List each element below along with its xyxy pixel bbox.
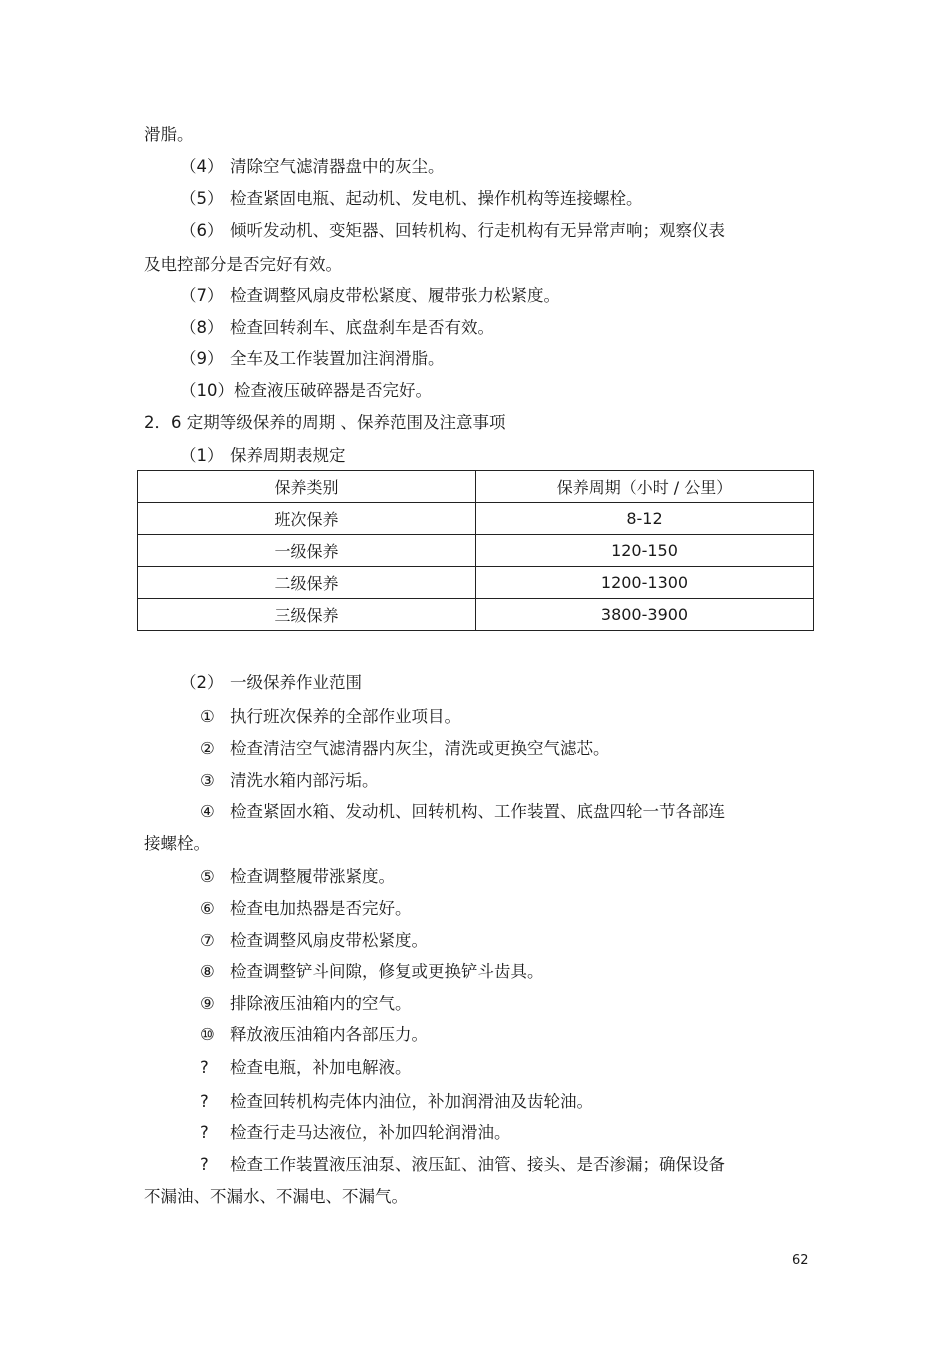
- list-item: ④ 检查紧固水箱、发动机、回转机构、工作装置、底盘四轮一节各部连: [200, 802, 725, 821]
- list-item: （4） 清除空气滤清器盘中的灰尘。: [180, 157, 445, 176]
- column-header: 保养周期（小时 / 公里）: [476, 471, 814, 503]
- list-item: ⑨ 排除液压油箱内的空气。: [200, 994, 412, 1013]
- list-item: ① 执行班次保养的全部作业项目。: [200, 707, 461, 726]
- table-cell: 1200-1300: [476, 567, 814, 599]
- table-row: [138, 535, 814, 567]
- list-item: ? 检查电瓶，补加电解液。: [200, 1058, 412, 1077]
- subsection-heading: （2） 一级保养作业范围: [180, 673, 362, 692]
- text-line: 不漏油、不漏水、不漏电、不漏气。: [144, 1187, 408, 1206]
- table-header-row: [138, 471, 814, 503]
- column-header: 保养类别: [138, 471, 476, 503]
- text-line: 及电控部分是否完好有效。: [144, 255, 342, 274]
- section-heading: 2．6 定期等级保养的周期 、保养范围及注意事项: [144, 413, 506, 432]
- list-item: ⑥ 检查电加热器是否完好。: [200, 899, 412, 918]
- table-row: [138, 503, 814, 535]
- list-item: ③ 清洗水箱内部污垢。: [200, 771, 379, 790]
- table-cell: 三级保养: [138, 599, 476, 631]
- list-item: （6） 倾听发动机、变矩器、回转机构、行走机构有无异常声响；观察仪表: [180, 221, 725, 240]
- list-item: （8） 检查回转刹车、底盘刹车是否有效。: [180, 318, 494, 337]
- table-cell: 120-150: [476, 535, 814, 567]
- list-item: （10）检查液压破碎器是否完好。: [180, 381, 432, 400]
- table-row: [138, 599, 814, 631]
- list-item: ? 检查行走马达液位，补加四轮润滑油。: [200, 1123, 511, 1142]
- list-item: ? 检查工作装置液压油泵、液压缸、油管、接头、是否渗漏；确保设备: [200, 1155, 725, 1174]
- list-item: ⑤ 检查调整履带涨紧度。: [200, 867, 395, 886]
- table-cell: 3800-3900: [476, 599, 814, 631]
- list-item: （9） 全车及工作装置加注润滑脂。: [180, 349, 445, 368]
- list-item: ? 检查回转机构壳体内油位，补加润滑油及齿轮油。: [200, 1092, 593, 1111]
- list-item: ⑧ 检查调整铲斗间隙，修复或更换铲斗齿具。: [200, 962, 544, 981]
- maintenance-cycle-table: [137, 470, 814, 631]
- table-cell: 一级保养: [138, 535, 476, 567]
- list-item: （7） 检查调整风扇皮带松紧度、履带张力松紧度。: [180, 286, 560, 305]
- text-line: 接螺栓。: [144, 834, 210, 853]
- list-item: ⑩ 释放液压油箱内各部压力。: [200, 1025, 428, 1044]
- text-line: 滑脂。: [144, 125, 194, 144]
- list-item: ② 检查清洁空气滤清器内灰尘，清洗或更换空气滤芯。: [200, 739, 610, 758]
- table-cell: 8-12: [476, 503, 814, 535]
- table-row: [138, 567, 814, 599]
- subsection-heading: （1） 保养周期表规定: [180, 446, 346, 465]
- table-cell: 班次保养: [138, 503, 476, 535]
- list-item: ⑦ 检查调整风扇皮带松紧度。: [200, 931, 428, 950]
- list-item: （5） 检查紧固电瓶、起动机、发电机、操作机构等连接螺栓。: [180, 189, 643, 208]
- page-number: 62: [792, 1253, 809, 1268]
- table-cell: 二级保养: [138, 567, 476, 599]
